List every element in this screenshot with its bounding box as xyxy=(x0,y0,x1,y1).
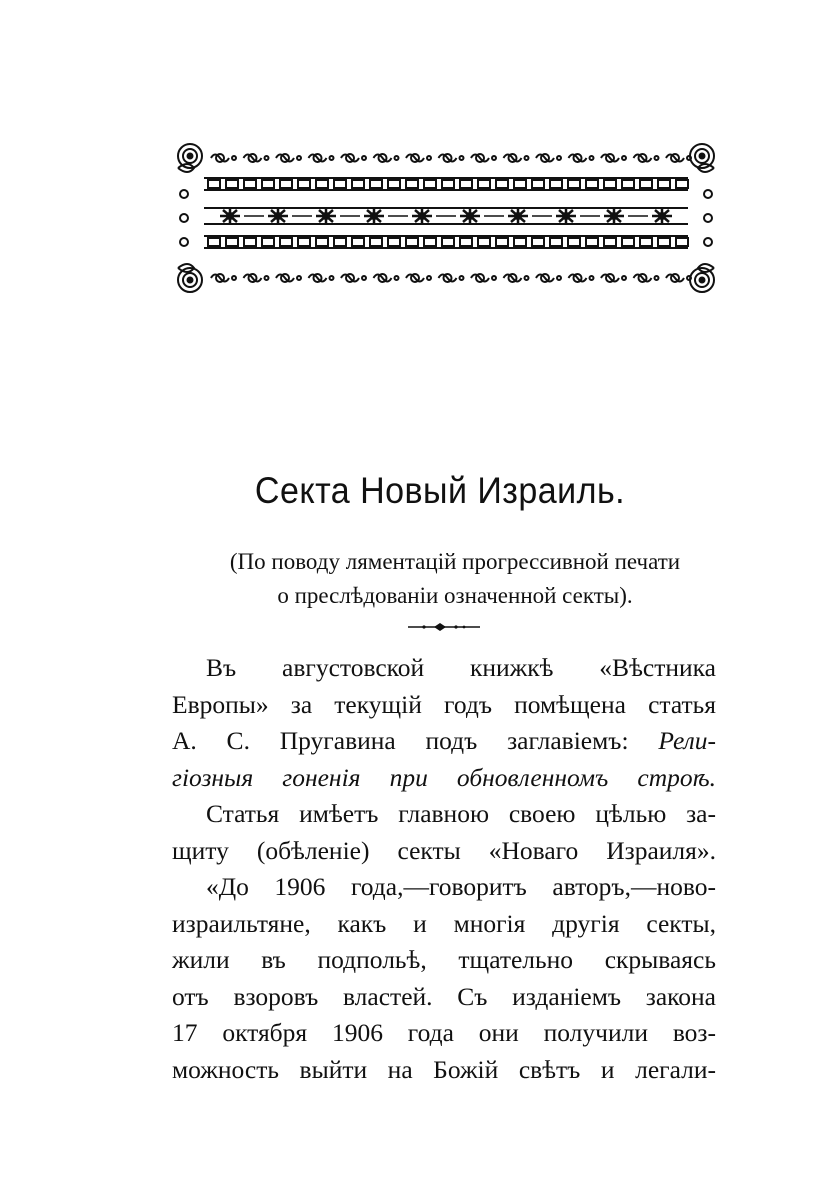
chapter-title: Секта Новый Израиль. xyxy=(254,470,626,511)
text-line: щиту (обѣленіе) секты «Новаго Израиля». xyxy=(172,835,716,865)
text-line: отъ взоровъ властей. Съ изданіемъ закона xyxy=(172,981,716,1011)
section-divider-icon xyxy=(404,620,484,634)
text-line xyxy=(172,723,716,760)
subtitle-line: (По поводу ляментацій прогрессивной печати xyxy=(229,549,681,574)
text-line: «До 1906 года,—говоритъ авторъ,—ново- xyxy=(206,872,716,901)
subtitle-line: о преслѣдованіи означенной секты). xyxy=(277,583,633,608)
ornamental-header-band xyxy=(172,138,720,298)
italic-text-line: гіозныя гоненія при обновленномъ строѣ. xyxy=(172,762,716,792)
text-line: 17 октября 1906 года они получили воз- xyxy=(172,1018,716,1047)
italic-segment: Рели- xyxy=(658,726,717,755)
text-line: Въ августовской книжкѣ «Вѣстника xyxy=(206,653,716,682)
body-text xyxy=(172,650,716,1088)
text-line: можность выйти на Божій свѣтъ и легали- xyxy=(172,1054,716,1084)
text-line: жили въ подпольѣ, тщательно скрываясь xyxy=(172,945,716,974)
text-line: Статья имѣетъ главною своею цѣлью за- xyxy=(206,799,716,828)
text-segment: А. С. Пругавина подъ заглавіемъ: xyxy=(172,726,629,755)
text-line: израильтяне, какъ и многія другія секты, xyxy=(172,908,716,938)
chapter-subtitle xyxy=(160,545,750,613)
text-line: Европы» за текущій годъ помѣщена статья xyxy=(172,689,716,719)
